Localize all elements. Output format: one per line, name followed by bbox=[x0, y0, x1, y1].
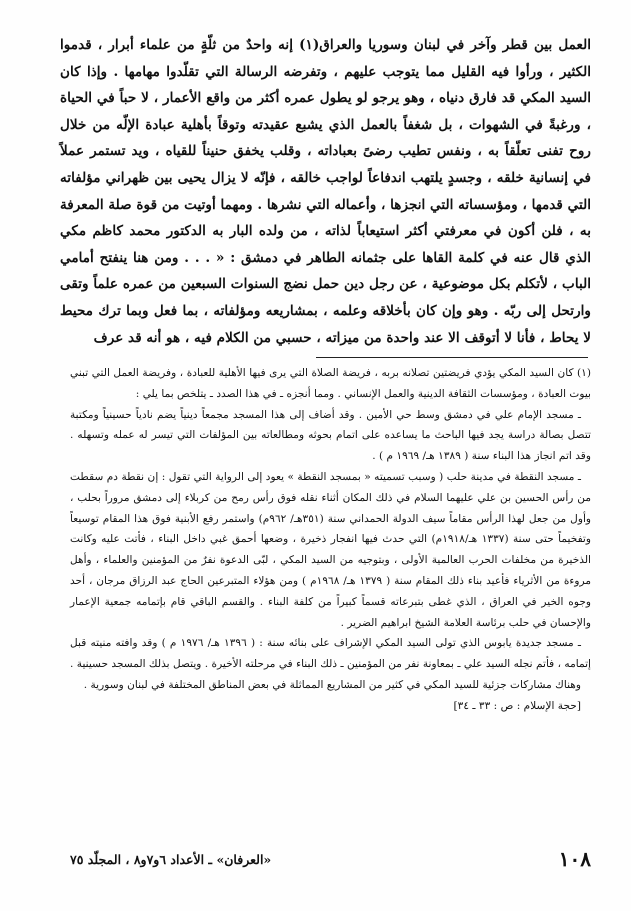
page-number: ١٠٨ bbox=[558, 847, 591, 871]
footnote-intro: (١) كان السيد المكي يؤدي فريضتين تصلانه بربه ، فريضة الصلاة التي يرى فيها الأهلية للعبادة ، وفريضة العمل التي تبني بيوت العبادة ، ومؤسسات الثقافة الدينية والعمل الإنساني . ومما أنجزه ـ في هذا الصدد ـ يتلخص بما يلي : bbox=[70, 367, 591, 400]
footnote-item-2: ـ مسجد النقطة في مدينة حلب ( وسبب تسميته « بمسجد النقطة » يعود إلى الرواية التي تقول : إن نقطة دم سقطت من رأس الحسين بن علي عليهما السلام في ذلك المكان أثناء نقله فوق رأس رمح من كربلاء إلى دمشق مروراً بحلب ، وأول من جعل لهذا الرأس مقاماً سيف الدولة الحمداني سنة (٣٥١هـ/ ٩٦٢م) واستمر رفع الأبنية فوق هذا المقام توسيعاً وتفخيماً حتى سنة (١٣٣٧ هـ/١٩١٨م) التي حدث فيها انفجار ذخيرة ، وضعها أحمق غبي داخل البناء ، فأتت عليه وكانت الذخيرة من مخلفات الحرب العالمية الأولى ، وبتوجيه من السيد المكي ، لبّى الدعوة نفرٌ من المؤمنين والعلماء ، وأهل مروءة من الأثرياء فأعيد بناء ذلك المقام سنة ( ١٣٧٩ هـ/ ١٩٦٨م ) ومن هؤلاء المتبرعين الحاج عبد الرزاق مرجان ، أحد وجوه الخير في العراق ، الذي غطى بتبرعاته قسماً كبيراً من كلفة البناء . والقسم الباقي قام بإتمامه جمعية الإعمار والإحسان في حلب برئاسة العلامة الشيخ ابراهيم الضرير . bbox=[70, 470, 592, 629]
footnotes bbox=[70, 363, 591, 717]
main-body bbox=[60, 32, 591, 351]
page-footer bbox=[70, 845, 591, 873]
body-paragraph: العمل بين قطر وآخر في لبنان وسوريا والعراق(١) إنه واحدٌ من ثلّةٍ من علماء أبرار ، قدموا الكثير ، ورأوا فيه القليل مما يتوجب عليهم ، وتفرضه الرسالة التي تقلّدوا مهامها . وإذا كان السيد المكي قد فارق دنياه ، وهو يرجو لو يطول عمره أكثر من واقع الأعمار ، لا حباً في الحياة ، ورغبةً في الشهوات ، بل شغفاً بالعمل الذي يشبع عقيدته وتوقاً بأهلية عبادة الإلّه من خلال روح تفنى تعلّقاً به ، ونفس تطيب رضىً بعباداته ، وقلب يخفق حنيناً للقياه ، ويد تستمر عملاً في إنسانية خلقه ، وجسدٍ يلتهب اندفاعاً لواجب خالقه ، فإنّه لا يزال يحيى بين ظهراني مؤلفاته التي قدمها ، ومؤسساته التي انجزها ، وأعماله التي نشرها . ومهما أوتيت من قوة صلة المعرفة به ، فلن أكون في معرفتي أكثر استيعاباً لذاته ، من ولده البار به الدكتور محمد كاظم مكي الذي قال عنه في كلمة القاها على جثمانه الطاهر في دمشق : « . . . ومن هنا ينفتح أمامي الباب ، لأتكلم بكل موضوعية ، عن رجل دين حمل نضج السنوات السبعين من عمره علماً وتقى وارتحل إلى ربّه . وهو وإن كان بأخلاقه وعلمه ، بمشاريعه ومؤلفاته ، بما فعل وبما ترك محيط لا يحاط ، فأنا لا أتوقف الا عند واحدة من ميزاته ، حسبي من الكلام فيه ، هو أنه قد عرف bbox=[60, 37, 591, 346]
footnote-item-1: ـ مسجد الإمام علي في دمشق وسط حي الأمين . وقد أضاف إلى هذا المسجد مجمعاً دينياً يضم نادياً حسينياً ومكتبة تتصل بصالة دراسة يجد فيها الباحث ما يساعده على اتمام بحوثه ومطالعاته بين المؤلفات التي تيسر له عمله وتسهله . وقد اتم انجاز هذا البناء سنة ( ١٣٨٩ هـ/ ١٩٦٩ م ) . bbox=[70, 408, 591, 463]
footnote-item-3: ـ مسجد جديدة يابوس الذي تولى السيد المكي الإشراف على بنائه سنة : ( ١٣٩٦ هـ/ ١٩٧٦ م ) وقد وافته منيته قبل إتمامه ، فأتم نجله السيد علي ـ بمعاونة نفر من المؤمنين ـ ذلك البناء في مرحلته الأخيرة . ويتصل بذلك المسجد حسينية . bbox=[70, 637, 591, 671]
journal-reference: «العرفان» ـ الأعداد ٦و٧و٨ ، المجلّد ٧٥ bbox=[70, 852, 272, 867]
footnote-citation: [حجة الإسلام : ص : ٣٣ ـ ٣٤] bbox=[453, 699, 581, 712]
footnote-item-4: وهناك مشاركات جزئية للسيد المكي في كثير من المشاريع المماثلة في بعض المناطق المختلفة في لبنان وسورية . bbox=[83, 678, 581, 691]
footnote-separator bbox=[316, 357, 588, 358]
